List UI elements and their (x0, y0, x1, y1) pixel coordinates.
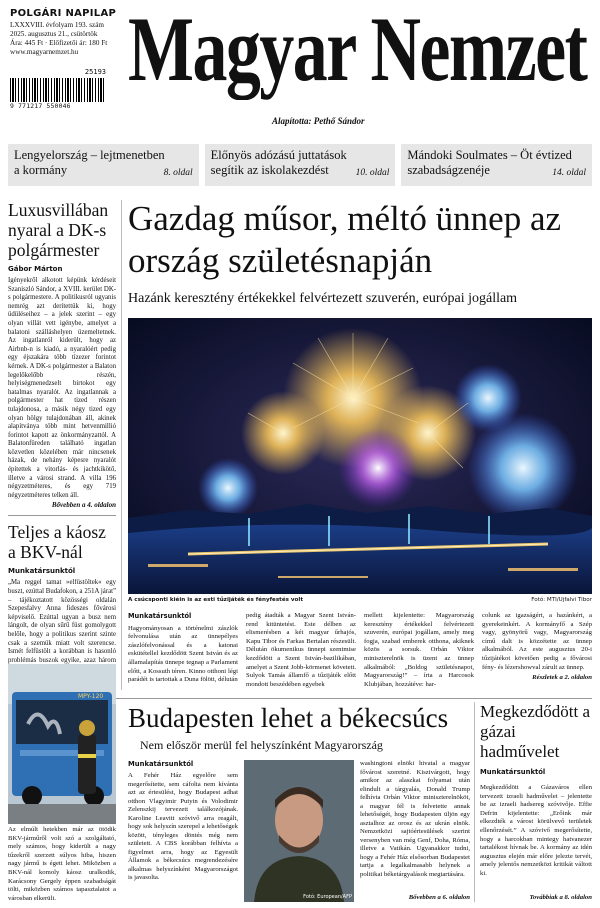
peace-summit-subheadline: Nem először merül fel helyszínként Magyarország (140, 738, 383, 752)
divider (8, 515, 116, 516)
text-column: A Fehér Ház egyelőre sem megerősítette, sem cáfolta nem kívánta azt az értesülést, hogy Budapest adhat otthon Vlagyimir Putyin és Volodimir Zelenszkij tervezett találkozójának. Karoline Leavitt szóvivő arra reagált, hogy sok helyszín szerepel a lehetőségek között, tényleges döntés még nem született. A CBS korábban felhívta a figyelmet arra, hogy az Egyesült Államok a békecsúcs megrendezésére alkalmas helyszínként Magyarországot is javasolta. (128, 772, 238, 881)
peace-summit-headline[interactable]: Budapesten lehet a békecsúcs (128, 703, 449, 733)
column-text: pedig átadták a Magyar Szent István-rend kitüntetést. Este délben az elismerésben a két magyar űrhajós, Kapu Tibor és Farkas Bertalan részesült. Délután ökumenikus ünnepi szentmise kezdődött a Szent István-bazilikában, amelyet a Szent Jobb-körmenet követett. Sulyok Tamás államfő a tűzijáték előtt mondott beszédében egyebek (246, 612, 356, 688)
paper-type: POLGÁRI NAPILAP (10, 8, 117, 19)
story-text: Igényekről alkotott képünk kérdéseit Szaniszló Sándor, a XVIII. kerület DK-s polgármestere. A politikusról ugyanis nemrég azt derítettük ki, hogy üdüléseihez – a jelek szerint – egy olyan villát vett igénybe, amelyet a balatoni szálláshelyen üzemeltetnek. Az ingatlanról kiderült, hogy az Airbnb-n is kiadó, a nyaralóért pedig egy éjszakára több tízezer forintot kérnek. A DK-s polgármester a Balaton legelőkelőbb részén, helyiségmenedzselt birtokot egy hatalmas nyaralót. Az ingatlannak a polgármester hat tized részen tulajdonosa, a másik négy tized egy olyan hölgy tulajdonában áll, akinek alapítványa több mint hetvenmillió forintot kapott az önkormányzattól. A Balatonfüreden található ingatlan közvetlen közelében már nincsenek házak, de nehány képesre nyaralót építettek a vitorlás- és jachtkikötő, illetve a városi strand. A villa 196 négyzetméteres, és egy 719 négyzetméteres telken áll. (8, 277, 116, 499)
issue-info (10, 8, 128, 57)
newspaper-logo[interactable]: Magyar Nemzet (128, 0, 587, 100)
barcode-number: 9 771217 550046 (10, 102, 71, 110)
teaser-title: Lengyelország – lejtmenetben (14, 148, 165, 162)
fireworks-photo[interactable] (128, 318, 592, 594)
caption-text: A csúcsponti kiéin is az esti tűzijáték és fényfestés volt (128, 597, 303, 603)
story-byline: Munkatársunktól (128, 760, 194, 768)
bus-image (8, 664, 116, 824)
barcode-top: 25193 (84, 68, 106, 76)
gaza-story-text: Megkezdődött a Gázaváros ellen tervezett izraeli hadművelet – jelentette be az izraeli hadsereg szóvivője. Effie Defrin kijelentette: „Erőink már elkezdték a várost körülvevő területek ellenőrzését.” A szóvivő megerősítette, hogy a harcokban mintegy hatvanezer tartalékost hívnak be. A kormány az idén augusztus elején már előre jelezte tervét, amely jelentős nemzetközi kritikát váltott ki. (480, 784, 592, 877)
zelensky-portrait[interactable] (244, 760, 354, 902)
bus-story-text: Az elmúlt hetekben már az ötödik BKV-járműről volt szó a szolgáltató, mely számos, hogy kiderült a nagy tűzekről szerzett súlyos hiba, hiszen nagy jármű is égett lehet. Miközben a BKV-nál komoly káosz uralkodik, Karácsony Gergely éppen szabadságát tölti, miközben számos tapasztalatot a városban elkerüli. (8, 826, 116, 902)
founder-line: Alapította: Pethő Sándor (272, 116, 365, 126)
barcode (10, 70, 106, 110)
story-text: „Ma reggel tamat »elfüstöltek« egy buszt, ezúttal Budafokon, a 251A járat” – tájékoztatott közösségi oldalán Szepesfalvy Anna fideszes fővárosi képviselő. Ezúttal ugyan a busz nem lángolt, de olyan sűrű füst gomolygott belőle, hogy a politikus szerint szinte csak a szemük miatt volt szerencse. Ismét felfüstölt a korábban is hasonló problémás buszok egyike, azaz három (8, 579, 116, 664)
bus-photo[interactable] (8, 664, 116, 824)
barcode-bars (10, 78, 106, 102)
text-column (128, 612, 238, 692)
text-column (246, 612, 356, 692)
teaser-title: a kormány (14, 163, 68, 177)
teaser-page: 14. oldal (552, 168, 587, 178)
left-column (8, 200, 116, 691)
story-refer[interactable]: Továbbiak a 8. oldalon (529, 894, 592, 901)
bus-photo-credit: Fotó: Fővárosi Katasztrófavédelmi Igazgatóság (0, 703, 6, 820)
svg-text:MPY-120: MPY-120 (78, 693, 104, 700)
portrait-image (244, 760, 354, 902)
story-byline: Munkatársunktól (480, 768, 546, 776)
date-line: 2025. augusztus 21., csütörtök (10, 30, 98, 38)
lead-subheadline: Hazánk keresztény értékekkel felvértezett szuverén, európai jogállam (128, 291, 518, 306)
teaser-bar (8, 144, 592, 186)
teaser-title: szabadságzenéje (407, 163, 490, 177)
story-byline: Munkatársunktól (8, 567, 76, 576)
column-text: Hagyományosan a történelmi zászlók felvonulása után az ünnepélyes zászlófelvonással és a katonai eskütétellel kezdődött Szent István és az államalapítás ünnepe tegnap a Parlament előtt, a Kossuth téren. Kinno otthoni légi parádét is tartottak a Duna fölött, délután (128, 624, 238, 684)
price-line: Ára: 445 Ft · Előfizetői ár: 180 Ft (10, 39, 108, 47)
story-headline[interactable]: Luxusvillában nyaral a DK-s polgármester (8, 200, 109, 260)
teaser-title: Előnyös adózású juttatások (210, 148, 347, 162)
column-text: colunk az igazságért, a hazánkért, a gyerekeinkért. A kormányfő a Szép vagy, gyönyörű vagy, Magyarország című dalt is közzétette az ünnep alkalmából. Az este augusztus 20-i tűzijátékot követően pedig a fővárosi fény- és lézershowval zárult az ünnep. (482, 612, 592, 671)
text-column (364, 612, 474, 692)
teaser-title: Mándoki Soulmates – Öt évtized (407, 148, 572, 162)
teaser-page: 8. oldal (163, 168, 193, 178)
column-rule (121, 200, 122, 690)
teaser-title: segítik az iskolakezdést (210, 163, 329, 177)
story-refer[interactable]: Bővebben a 6. oldalon (408, 894, 470, 901)
teaser-page: 10. oldal (355, 168, 390, 178)
column-text: mellett kijelentette: Magyarország keresztény értékekkel felvértezett szuverén, európai jogállam, amely meg fogja, szabad emberek otthona, akiknek közös a sorsuk. Orbán Viktor miniszterelnök is üzent az ünnep alkalmából: „Boldog születésnapot, Magyarország!” – írta a Harcosok Klubjában, hozzátéve: har- (364, 612, 474, 688)
teaser-item[interactable] (401, 144, 592, 186)
lead-headline[interactable]: Gazdag műsor, méltó ünnep az ország születésnapján (128, 199, 562, 280)
fireworks-image (128, 318, 592, 594)
story-byline: Munkatársunktól (128, 612, 192, 620)
text-column (482, 612, 592, 692)
story-byline: Gábor Márton (8, 265, 63, 273)
lead-text-columns (128, 612, 592, 692)
story-refer[interactable]: Részletek a 2. oldalon (532, 674, 592, 682)
portrait-credit: Fotó: European/AFP (303, 894, 352, 900)
photo-caption (128, 597, 592, 603)
masthead (0, 0, 600, 138)
teaser-item[interactable] (205, 144, 396, 186)
gaza-headline[interactable]: Megkezdődött a gázai hadművelet (480, 702, 590, 761)
website-link[interactable]: www.magyarnemzet.hu (10, 48, 79, 56)
column-rule (474, 702, 475, 902)
story-headline[interactable]: Teljes a káosz a BKV-nál (8, 522, 106, 563)
photo-credit: Fotó: MTI/Ujfalvi Tibor (531, 597, 592, 603)
story-refer[interactable]: Bővebben a 4. oldalon (51, 501, 116, 510)
issue-line: LXXXVIII. évfolyam 193. szám (10, 21, 105, 29)
teaser-item[interactable] (8, 144, 199, 186)
text-column: washingtoni elnöki hivatal a magyar fővárost szeretné. Kiszivárgott, hogy amikor az alaszkai folyamat után elindult a tárgyalás, Donald Trump felhívta Orbán Viktor miniszterelnököt, a magyar fél is felvetette annak lehetőségét, hogy Budapesten üljön egy asztalhoz az orosz és az ukrán elnök. Nemzetközi sajtóértesülések szerint versenyben van még Genf, Doha, Róma, illetve a Vatikán. Ugyanakkor tudni, hogy a Fehér Ház elsősorban Budapestet tartja a legalkalmasabb helynek a politikai béketárgyalások megtartására. (360, 760, 470, 878)
